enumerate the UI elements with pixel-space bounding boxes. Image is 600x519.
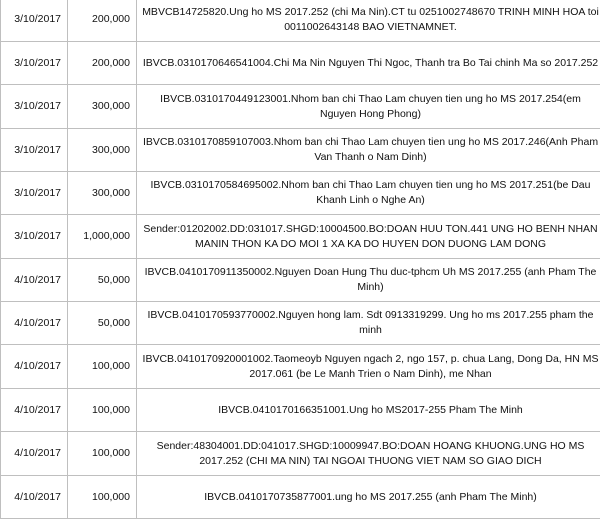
amount-cell: 100,000	[68, 476, 137, 519]
amount-cell: 100,000	[68, 389, 137, 432]
description-cell: Sender:48304001.DD:041017.SHGD:10009947.BO:DOAN HOANG KHUONG.UNG HO MS 2017.252 (CHI MA NIN) TAI NGOAI THUONG VIET NAM SO GIAO DICH	[137, 432, 600, 476]
date-cell: 3/10/2017	[1, 215, 68, 259]
date-cell: 3/10/2017	[1, 0, 68, 42]
description-cell: IBVCB.0310170449123001.Nhom ban chi Thao Lam chuyen tien ung ho MS 2017.254(em Nguyen Hong Phong)	[137, 85, 600, 129]
description-cell: IBVCB.0410170911350002.Nguyen Doan Hung Thu duc-tphcm Uh MS 2017.255 (anh Pham The Minh)	[137, 259, 600, 302]
date-cell: 4/10/2017	[1, 432, 68, 476]
date-cell: 3/10/2017	[1, 85, 68, 129]
table-row	[1, 42, 600, 85]
amount-cell: 100,000	[68, 345, 137, 389]
amount-cell: 100,000	[68, 432, 137, 476]
description-cell: IBVCB.0310170859107003.Nhom ban chi Thao Lam chuyen tien ung ho MS 2017.246(Anh Pham Van Thanh o Nam Dinh)	[137, 129, 600, 172]
date-cell: 3/10/2017	[1, 129, 68, 172]
date-cell: 3/10/2017	[1, 42, 68, 85]
amount-cell: 200,000	[68, 0, 137, 42]
description-cell: IBVCB.0410170735877001.ung ho MS 2017.255 (anh Pham The Minh)	[137, 476, 600, 519]
table-row	[1, 172, 600, 215]
description-cell: IBVCB.0410170920001002.Taomeoyb Nguyen ngach 2, ngo 157, p. chua Lang, Dong Da, HN MS 2017.061 (be Le Manh Trien o Nam Dinh), me Nhan	[137, 345, 600, 389]
table-row	[1, 476, 600, 519]
amount-cell: 1,000,000	[68, 215, 137, 259]
table-row	[1, 0, 600, 42]
table-row	[1, 345, 600, 389]
table-row	[1, 129, 600, 172]
date-cell: 4/10/2017	[1, 476, 68, 519]
table-row	[1, 302, 600, 345]
date-cell: 4/10/2017	[1, 302, 68, 345]
description-cell: IBVCB.0410170593770002.Nguyen hong lam. Sdt 0913319299. Ung ho ms 2017.255 pham the minh	[137, 302, 600, 345]
amount-cell: 300,000	[68, 172, 137, 215]
description-cell: IBVCB.0310170584695002.Nhom ban chi Thao Lam chuyen tien ung ho MS 2017.251(be Dau Khanh Linh o Nghe An)	[137, 172, 600, 215]
date-cell: 4/10/2017	[1, 345, 68, 389]
amount-cell: 300,000	[68, 85, 137, 129]
description-cell: IBVCB.0310170646541004.Chi Ma Nin Nguyen Thi Ngoc, Thanh tra Bo Tai chinh Ma so 2017.252	[137, 42, 600, 85]
table-row	[1, 215, 600, 259]
amount-cell: 50,000	[68, 259, 137, 302]
description-cell: MBVCB14725820.Ung ho MS 2017.252 (chi Ma Nin).CT tu 0251002748670 TRINH MINH HOA toi 0011002643148 BAO VIETNAMNET.	[137, 0, 600, 42]
table-row	[1, 389, 600, 432]
description-cell: Sender:01202002.DD:031017.SHGD:10004500.BO:DOAN HUU TON.441 UNG HO BENH NHAN MANIN THON KA DO MOI 1 XA KA DO HUYEN DON DUONG LAM DONG	[137, 215, 600, 259]
amount-cell: 300,000	[68, 129, 137, 172]
description-cell: IBVCB.0410170166351001.Ung ho MS2017-255 Pham The Minh	[137, 389, 600, 432]
date-cell: 4/10/2017	[1, 259, 68, 302]
amount-cell: 50,000	[68, 302, 137, 345]
date-cell: 4/10/2017	[1, 389, 68, 432]
table-row	[1, 432, 600, 476]
amount-cell: 200,000	[68, 42, 137, 85]
table-row	[1, 259, 600, 302]
date-cell: 3/10/2017	[1, 172, 68, 215]
table-row	[1, 85, 600, 129]
